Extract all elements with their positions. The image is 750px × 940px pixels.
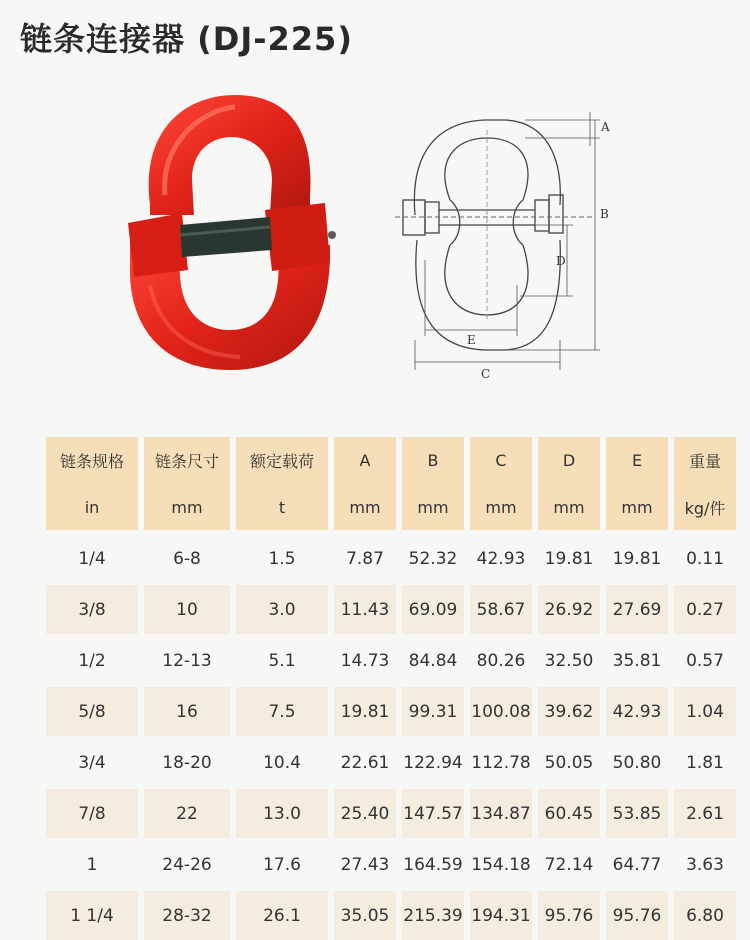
table-cell: 80.26	[470, 635, 532, 686]
table-cell: 13.0	[236, 788, 328, 839]
table-cell: 链条尺寸	[144, 437, 230, 484]
table-cell: 16	[144, 686, 230, 737]
table-cell: 19.81	[612, 548, 662, 569]
table-cell: A	[334, 437, 396, 484]
table-cell: 194.31	[470, 890, 532, 940]
table-cell: 12-13	[144, 635, 230, 686]
table-cell: 0.27	[674, 584, 736, 635]
table-cell: 6-8	[173, 548, 201, 569]
table-cell: 14.73	[334, 635, 396, 686]
table-cell: D	[538, 437, 600, 484]
connector-left-block	[128, 213, 188, 277]
table-cell: 1/4	[78, 548, 106, 569]
table-cell: 22	[144, 788, 230, 839]
table-cell: t	[236, 484, 328, 530]
table-cell: 154.18	[470, 839, 532, 890]
table-cell: 1	[46, 839, 138, 890]
table-cell: 1.81	[674, 737, 736, 788]
table-cell: 147.57	[402, 788, 464, 839]
table-cell: 2.61	[674, 788, 736, 839]
connector-right-block	[265, 203, 330, 271]
connector-pin	[180, 217, 272, 257]
table-cell: mm	[538, 484, 600, 530]
table-cell: mm	[144, 484, 230, 530]
table-cell: kg/件	[674, 484, 736, 530]
table-cell: 0.57	[674, 635, 736, 686]
table-cell: B	[402, 437, 464, 484]
table-cell: 26.92	[538, 584, 600, 635]
table-cell: 28-32	[144, 890, 230, 940]
table-cell: 1/2	[46, 635, 138, 686]
table-cell: 26.1	[236, 890, 328, 940]
table-cell: 215.39	[402, 890, 464, 940]
table-cell: 3.0	[236, 584, 328, 635]
table-cell: mm	[334, 484, 396, 530]
table-row	[46, 534, 736, 584]
table-row	[46, 584, 736, 635]
table-cell: 22.61	[334, 737, 396, 788]
table-cell: 7.87	[346, 548, 384, 569]
table-cell: 64.77	[606, 839, 668, 890]
table-cell: 52.32	[408, 548, 458, 569]
table-row	[46, 686, 736, 737]
table-cell: 69.09	[402, 584, 464, 635]
table-cell: 39.62	[538, 686, 600, 737]
dim-label-c: C	[481, 367, 491, 381]
table-cell: E	[606, 437, 668, 484]
table-cell: 1 1/4	[46, 890, 138, 940]
table-cell: 18-20	[144, 737, 230, 788]
table-cell: 7/8	[46, 788, 138, 839]
table-cell: mm	[470, 484, 532, 530]
table-cell: 5.1	[236, 635, 328, 686]
table-cell: 112.78	[470, 737, 532, 788]
table-cell: 99.31	[402, 686, 464, 737]
table-cell: 6.80	[674, 890, 736, 940]
table-cell: 58.67	[470, 584, 532, 635]
table-cell: mm	[606, 484, 668, 530]
table-row	[46, 890, 736, 940]
table-cell: 27.69	[606, 584, 668, 635]
table-cell: 95.76	[538, 890, 600, 940]
spec-table	[46, 437, 736, 940]
table-cell: 1.04	[674, 686, 736, 737]
table-row	[46, 737, 736, 788]
table-cell: C	[470, 437, 532, 484]
table-cell: 24-26	[144, 839, 230, 890]
table-row	[46, 635, 736, 686]
table-cell: 134.87	[470, 788, 532, 839]
table-cell: 42.93	[476, 548, 526, 569]
dim-label-a: A	[601, 120, 610, 134]
table-cell: 100.08	[470, 686, 532, 737]
table-row	[46, 788, 736, 839]
table-cell: 27.43	[334, 839, 396, 890]
table-cell: 重量	[674, 437, 736, 484]
table-cell: 3.63	[674, 839, 736, 890]
table-cell: 53.85	[606, 788, 668, 839]
table-cell: mm	[402, 484, 464, 530]
table-cell: 50.05	[538, 737, 600, 788]
table-cell: 35.05	[334, 890, 396, 940]
dim-label-e: E	[467, 333, 476, 347]
dim-label-b: B	[600, 207, 609, 221]
table-cell: 10.4	[236, 737, 328, 788]
page-title: 链条连接器 (DJ-225)	[20, 20, 353, 58]
table-cell: 72.14	[538, 839, 600, 890]
dim-label-d: D	[556, 254, 566, 268]
dimension-diagram	[395, 100, 620, 390]
table-cell: 3/4	[46, 737, 138, 788]
table-cell: 1.5	[268, 548, 296, 569]
table-cell: 7.5	[236, 686, 328, 737]
table-cell: in	[46, 484, 138, 530]
table-cell: 0.11	[686, 548, 724, 569]
table-cell: 164.59	[402, 839, 464, 890]
table-cell: 60.45	[538, 788, 600, 839]
table-cell: 5/8	[46, 686, 138, 737]
table-cell: 95.76	[606, 890, 668, 940]
table-cell: 11.43	[334, 584, 396, 635]
table-header-row	[46, 437, 736, 484]
table-cell: 10	[144, 584, 230, 635]
product-photo	[120, 85, 350, 375]
table-cell: 32.50	[538, 635, 600, 686]
table-cell: 19.81	[334, 686, 396, 737]
table-cell: 84.84	[402, 635, 464, 686]
table-cell: 42.93	[606, 686, 668, 737]
table-cell: 25.40	[334, 788, 396, 839]
table-cell: 50.80	[606, 737, 668, 788]
table-cell: 额定载荷	[236, 437, 328, 484]
table-units-row	[46, 484, 736, 530]
table-cell: 19.81	[544, 548, 594, 569]
table-cell: 122.94	[402, 737, 464, 788]
table-row	[46, 839, 736, 890]
table-cell: 17.6	[236, 839, 328, 890]
table-cell: 链条规格	[46, 437, 138, 484]
table-cell: 3/8	[46, 584, 138, 635]
table-cell: 35.81	[606, 635, 668, 686]
